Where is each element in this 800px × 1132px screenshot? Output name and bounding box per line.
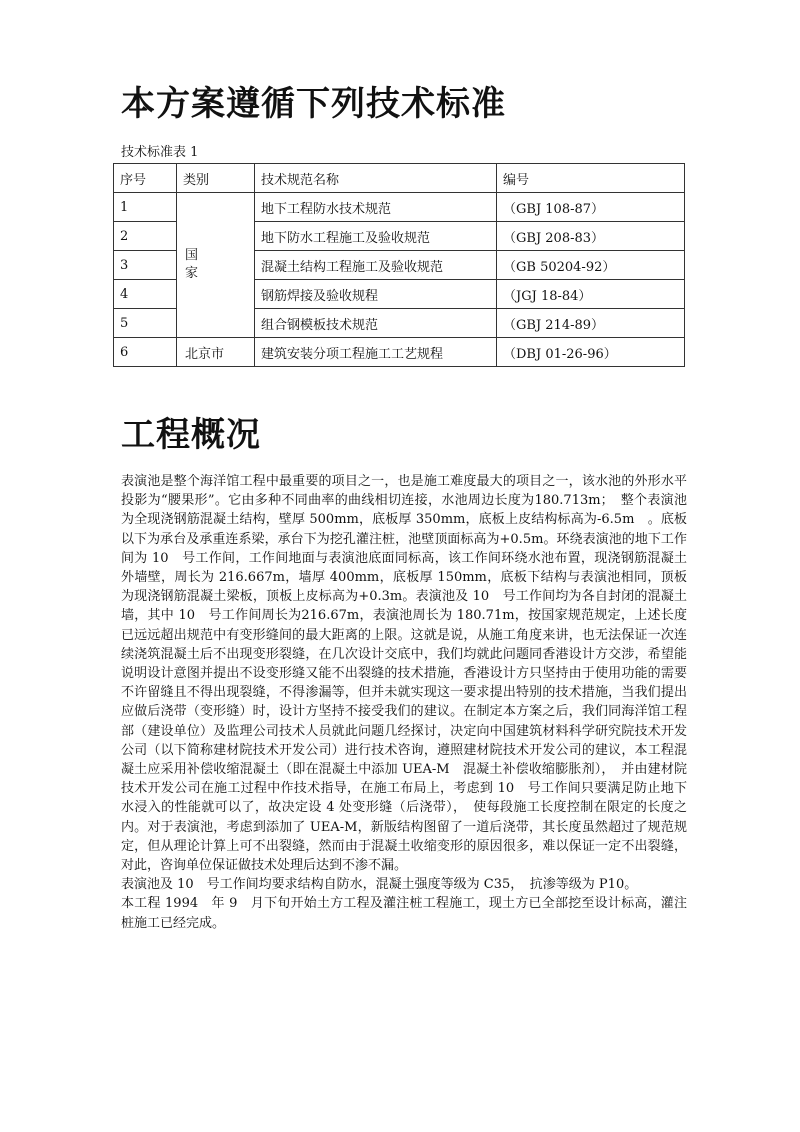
paragraph: 表演池及 10 号工作间均要求结构自防水，混凝土强度等级为 C35， 抗渗等级为 P10。 (121, 877, 638, 893)
standard-code: （GBJ 214-89） (497, 309, 685, 338)
standard-code: （GB 50204-92） (497, 251, 685, 280)
category-label: 国 家 (185, 248, 199, 281)
row-number: 2 (114, 222, 177, 251)
standard-name: 组合钢模板技术规范 (255, 309, 497, 338)
header-cell: 序号 (114, 164, 177, 193)
standard-name: 地下防水工程施工及验收规范 (255, 222, 497, 251)
row-number: 3 (114, 251, 177, 280)
row-number: 6 (114, 338, 177, 367)
header-cell: 技术规范名称 (255, 164, 497, 193)
overview-heading: 工程概况 (121, 415, 261, 455)
paragraph: 表演池是整个海洋馆工程中最重要的项目之一，也是施工难度最大的项目之一，该水池的外形水平投影为“腰果形”。它由多种不同曲率的曲线相切连接，水池周边长度为180.713m； 整个表演池为全现浇钢筋混凝土结构，壁厚 500mm，底板厚 350mm，底板上皮结构标高为-6.5m 。底板以下为承台及承重连系梁，承台下为挖孔灌注桩，池壁顶面标高为+0.5m。环绕表演池的地下工作间为 10 号工作间，工作间地面与表演池底面同标高，该工作间环绕水池布置，现浇钢筋混凝土外墙壁，周长为 216.667m，墙厚 400mm，底板厚 150mm，底板下结构与表演池相同，顶板为现浇钢筋混凝土梁板，顶板上皮标高为+0.3m。表演池及 10 号工作间均为各自封闭的混凝土墙，其中 10 号工作间周长为216.67m，表演池周长为 180.71m，按国家规范规定，上述长度已远远超出规范中有变形缝间的最大距离的上限。这就是说，从施工角度来讲，也无法保证一次连续浇筑混凝土后不出现变形裂缝，在几次设计交底中，我们均就此问题同香港设计方交涉，希望能说明设计意图并提出不设变形缝又能不出裂缝的技术措施，香港设计方只坚持由于使用功能的需要不许留缝且不得出现裂缝，不得渗漏等，但并未就实现这一要求提出特别的技术措施，当我们提出应做后浇带（变形缝）时，设计方坚持不接受我们的建议。在制定本方案之后，我们同海洋馆工程部（建设单位）及监理公司技术人员就此问题几经探讨，决定向中国建筑材料科学研究院技术开发公司（以下简称建材院技术开发公司）进行技术咨询，遵照建材院技术开发公司的建议，本工程混凝土应采用补偿收缩混凝土（即在混凝土中添加 UEA-M 混凝土补偿收缩膨胀剂）， 并由建材院技术开发公司在施工过程中作技术指导，在施工布局上，考虑到 10 号工作间只要满足防止地下水浸入的性能就可以了，故决定设 4 处变形缝（后浇带）， 使每段施工长度控制在限定的长度之内。对于表演池，考虑到添加了 UEA-M，新版结构图留了一道后浇带，其长度虽然超过了规范规定，但从理论计算上可不出裂缝，然而由于混凝土收缩变形的原因很多，难以保证一定不出裂缝，对此，咨询单位保证做技术处理后达到不渗不漏。 (121, 474, 688, 874)
row-number: 5 (114, 309, 177, 338)
standard-code: （DBJ 01-26-96） (497, 338, 685, 367)
row-number: 4 (114, 280, 177, 309)
category-cell: 北京市 (177, 338, 255, 367)
overview-body (121, 472, 687, 933)
paragraph: 本工程 1994 年 9 月下旬开始土方工程及灌注桩工程施工，现土方已全部挖至设计标高，灌注桩施工已经完成。 (121, 896, 687, 931)
table-caption: 技术标准表 1 (121, 145, 199, 160)
standard-code: （GBJ 108-87） (497, 193, 685, 222)
standard-code: （GBJ 208-83） (497, 222, 685, 251)
standard-name: 钢筋焊接及验收规程 (255, 280, 497, 309)
standards-heading: 本方案遵循下列技术标准 (121, 84, 506, 124)
standard-name: 地下工程防水技术规范 (255, 193, 497, 222)
header-cell: 类别 (177, 164, 255, 193)
standard-code: （JGJ 18-84） (497, 280, 685, 309)
row-number: 1 (114, 193, 177, 222)
standard-name: 建筑安装分项工程施工工艺规程 (255, 338, 497, 367)
table-row (114, 193, 685, 222)
standards-table (113, 163, 685, 367)
standard-name: 混凝土结构工程施工及验收规范 (255, 251, 497, 280)
table-row (114, 338, 685, 367)
category-national-cell (177, 193, 255, 338)
table-header-row (114, 164, 685, 193)
header-cell: 编号 (497, 164, 685, 193)
